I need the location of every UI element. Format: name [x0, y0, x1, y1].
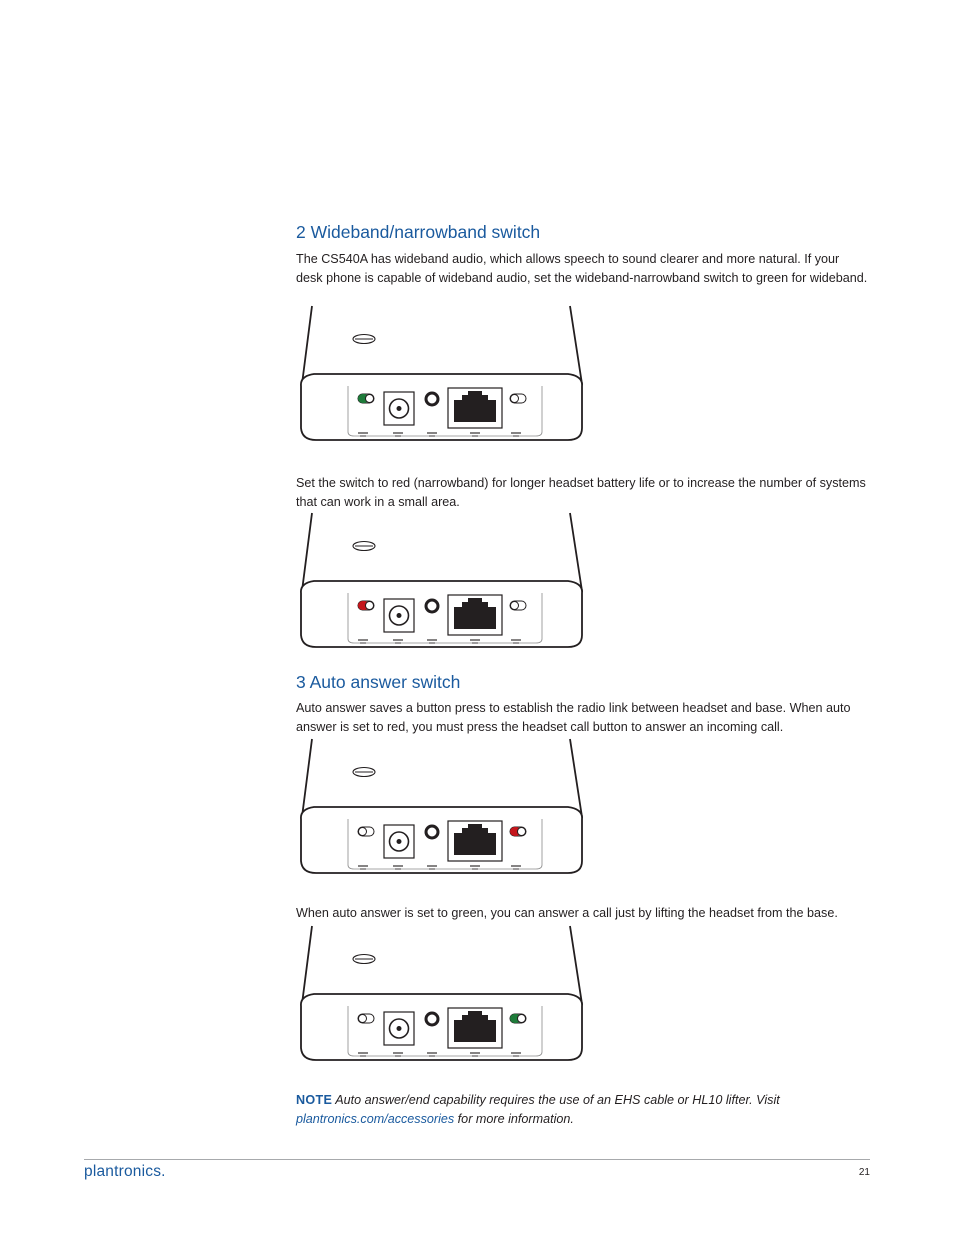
base-rear-figure-narrowband-red [298, 511, 588, 651]
plantronics-logo: plantronics. [84, 1163, 166, 1180]
auto-answer-heading: 3 Auto answer switch [296, 672, 461, 692]
note-label: NOTE [296, 1093, 333, 1107]
footer-divider [84, 1159, 870, 1160]
auto-answer-paragraph-2: When auto answer is set to green, you can answer a call just by lifting the headset from the base. [296, 906, 838, 920]
page-number: 21 [858, 1167, 870, 1178]
slide-switch [510, 827, 526, 836]
rear-panel [301, 807, 582, 873]
base-rear-figure-wideband-green [298, 304, 588, 444]
wideband-paragraph-2: Set the switch to red (narrowband) for longer headset battery life or to increase the number of systems that can work in a small area. [296, 476, 866, 509]
rear-panel [301, 581, 582, 647]
note-text-before: Auto answer/end capability requires the use of an EHS cable or HL10 lifter. Visit [332, 1093, 780, 1107]
slide-switch [358, 394, 374, 403]
auto-answer-paragraph-1: Auto answer saves a button press to establish the radio link between headset and base. When auto answer is set to red, you must press the headset call button to answer an incoming call. [296, 701, 851, 734]
rear-panel [301, 374, 582, 440]
base-body-outline [302, 306, 582, 384]
slide-switch [358, 827, 374, 836]
base-body-outline [302, 513, 582, 591]
slide-switch [510, 394, 526, 403]
base-body-outline [302, 926, 582, 1004]
slide-switch [510, 601, 526, 610]
base-rear-figure-auto-answer-green [298, 924, 588, 1064]
slide-switch [358, 601, 374, 610]
base-body-outline [302, 739, 582, 817]
wideband-paragraph-1: The CS540A has wideband audio, which allows speech to sound clearer and more natural. If your desk phone is capable of wideband audio, set the wideband-narrowband switch to green for wideband. [296, 252, 868, 285]
note-text-after: for more information. [454, 1112, 574, 1126]
note [296, 1091, 868, 1129]
base-rear-figure-auto-answer-red [298, 737, 588, 877]
wideband-heading: 2 Wideband/narrowband switch [296, 222, 541, 242]
rear-panel [301, 994, 582, 1060]
accessories-link[interactable]: plantronics.com/accessories [296, 1112, 455, 1126]
slide-switch [510, 1014, 526, 1023]
slide-switch [358, 1014, 374, 1023]
